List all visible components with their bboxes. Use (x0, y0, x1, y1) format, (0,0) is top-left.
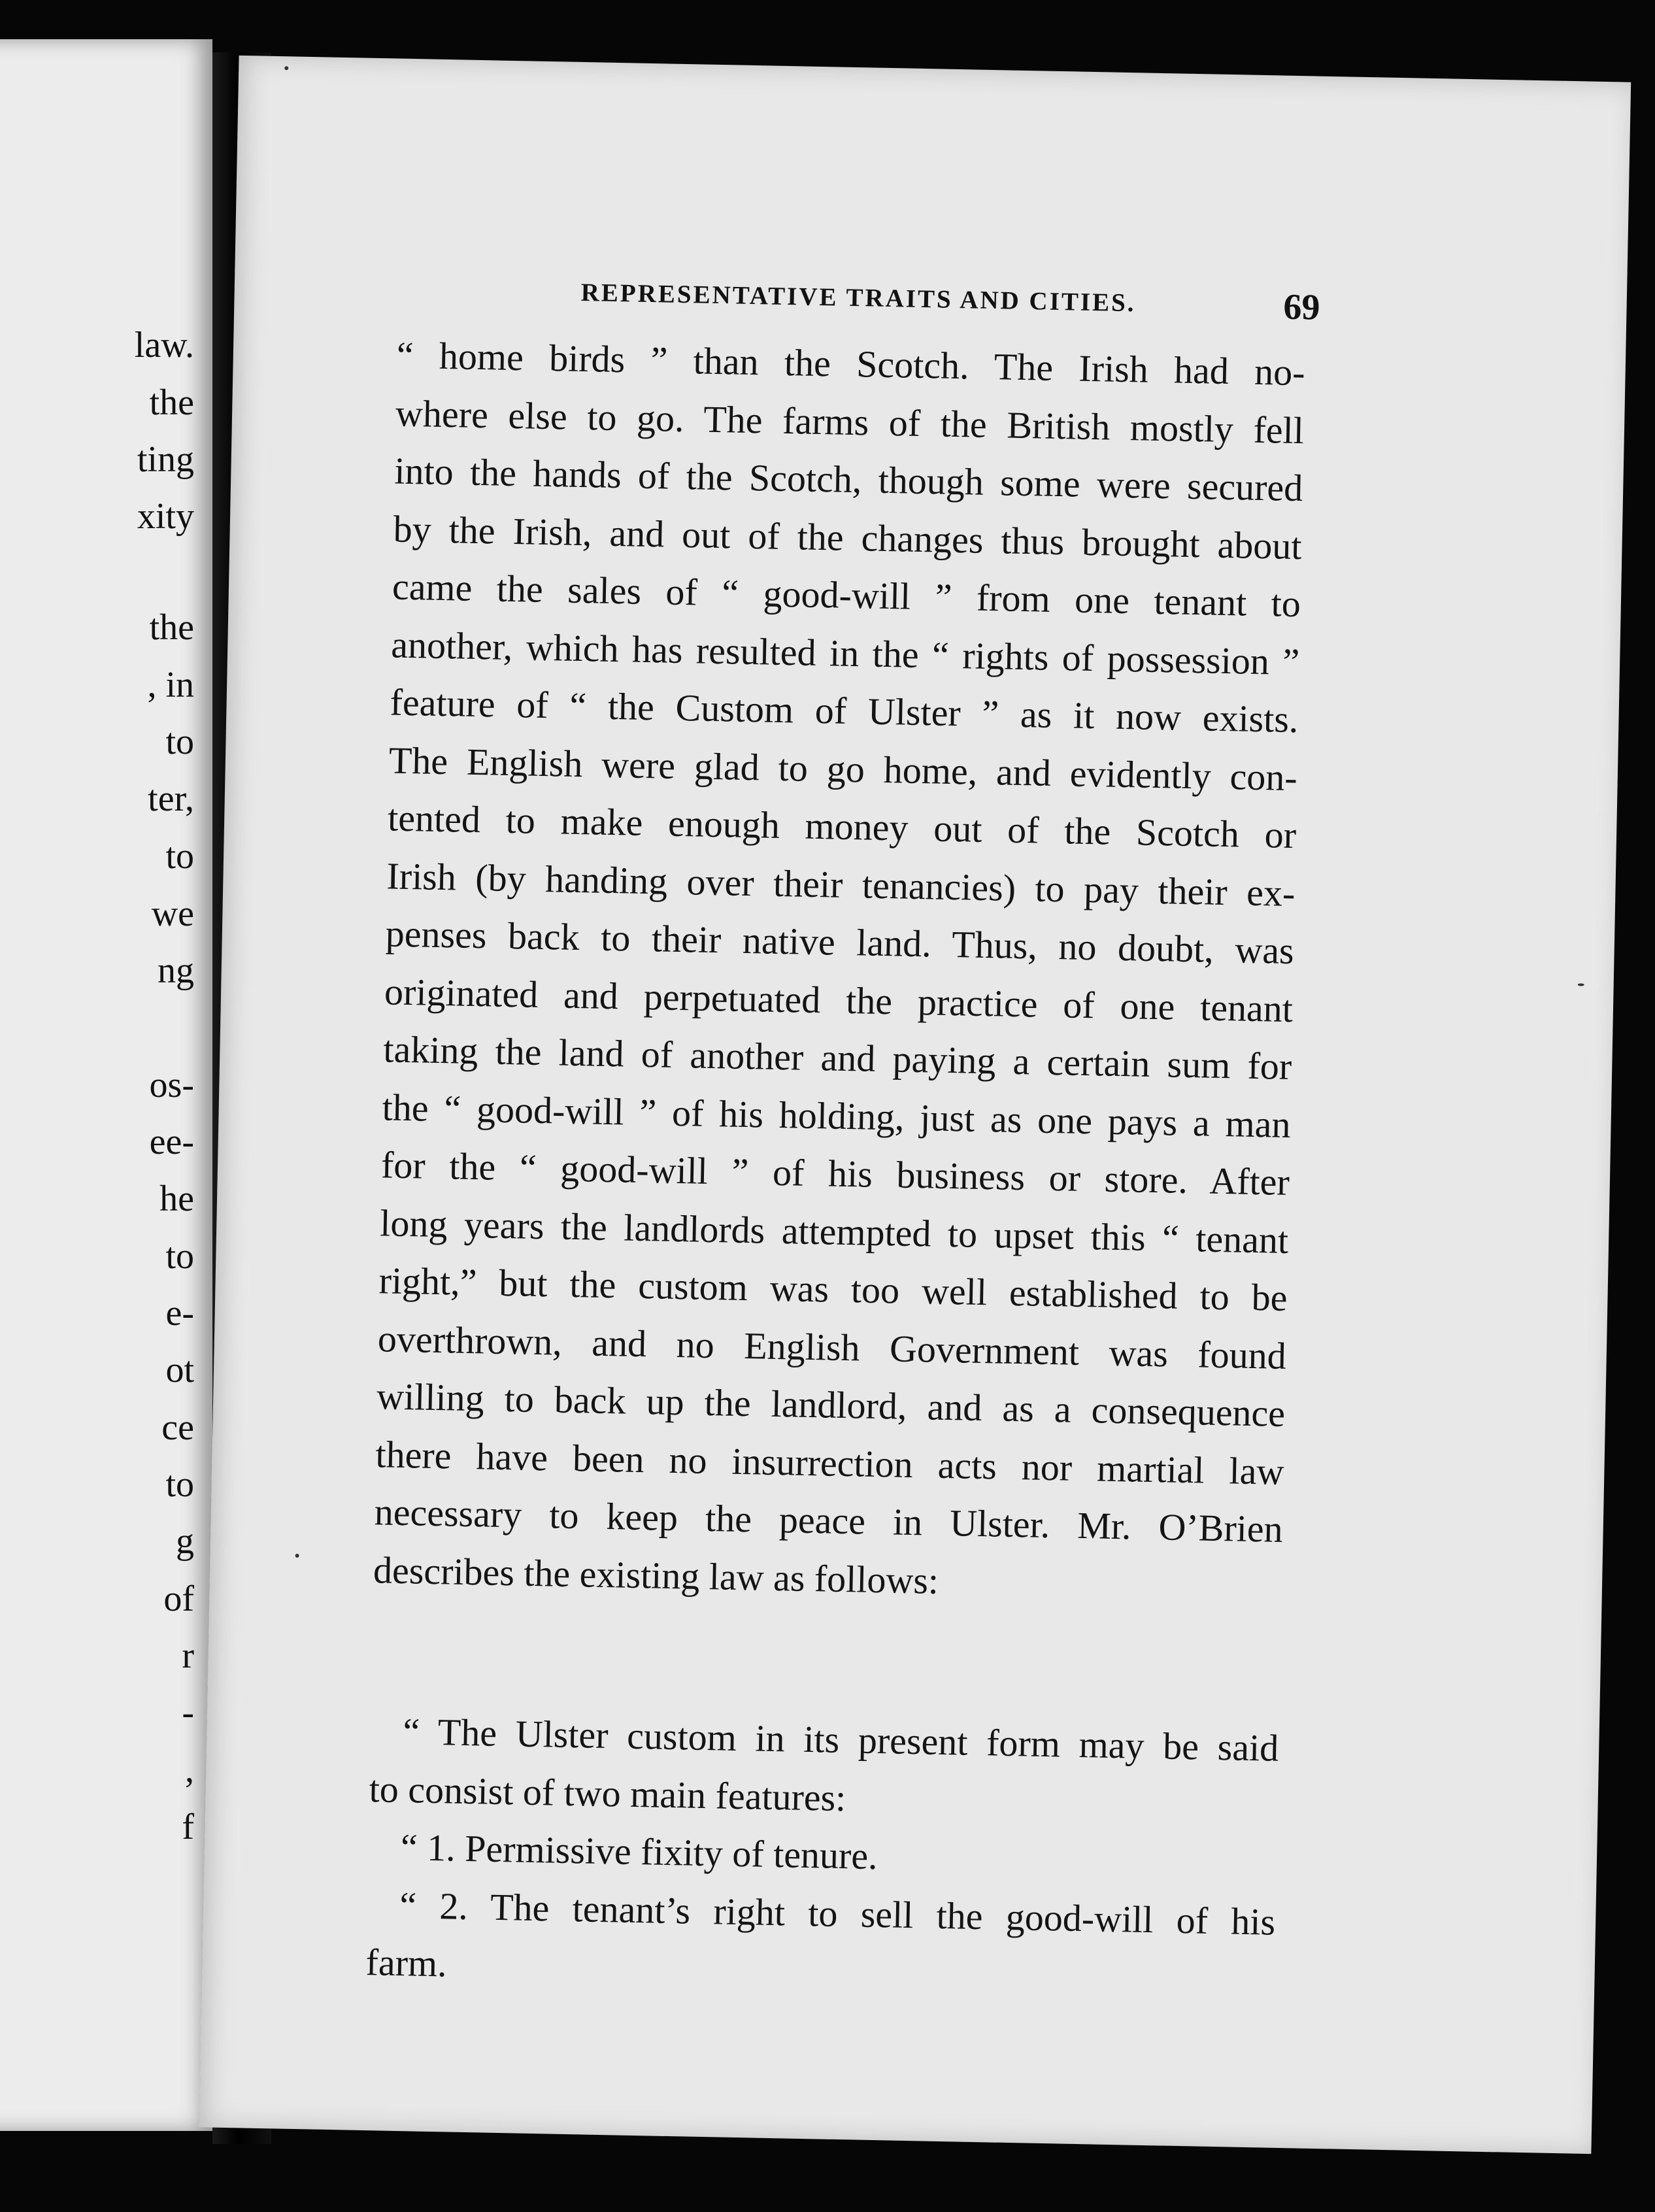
running-title: REPRESENTATIVE TRAITS AND CITIES. (580, 278, 1136, 318)
text-line: originated and perpetuated the practice of one tenant (384, 969, 1294, 1030)
left-page-fragment: xity (137, 496, 194, 537)
text-line: overthrown, and no English Government was found (377, 1316, 1287, 1377)
left-page-fragment: ting (137, 439, 194, 480)
text-line: tented to make enough money out of the Scotch or (387, 796, 1297, 857)
text-line: came the sales of “ good-will ” from one tenant to (392, 565, 1301, 626)
text-line: necessary to keep the peace in Ulster. Mr. O’Brien (374, 1490, 1284, 1550)
quote-line: “ The Ulster custom in its present form may be said (402, 1710, 1279, 1769)
left-page-fragment: the (149, 607, 194, 648)
text-line: The English were glad to go home, and evidently con- (388, 738, 1298, 799)
text-line: willing to back up the landlord, and as a consequence (376, 1375, 1286, 1435)
text-line: another, which has resulted in the “ rights of possession ” (390, 622, 1300, 683)
text-line: penses back to their native land. Thus, no doubt, was (385, 912, 1295, 973)
scan-speck (295, 1554, 299, 1558)
quotation-block (365, 1702, 1279, 2009)
quote-line: “ 1. Permissive fixity of tenure. (400, 1826, 878, 1878)
text-line: right,” but the custom was too well established to be (378, 1259, 1288, 1319)
left-page-fragment: g (176, 1521, 194, 1562)
text-line: the “ good-will ” of his holding, just as one pays a man (382, 1085, 1292, 1146)
quote-line: “ 2. The tenant’s right to sell the good-will of his (399, 1883, 1276, 1943)
quote-line: to consist of two main features: (369, 1767, 846, 1819)
page-number: 69 (1282, 286, 1321, 328)
left-page-fragment: ce (161, 1407, 194, 1448)
left-page-fragment: ter, (148, 779, 194, 819)
left-page-fragment: ng (158, 950, 194, 991)
left-page-fragment: os- (149, 1065, 194, 1105)
left-facing-page (0, 39, 212, 2131)
left-page-fragment: to (165, 836, 194, 877)
text-line: there have been no insurrection acts nor martial law (375, 1432, 1284, 1493)
left-page-fragment: f (182, 1807, 194, 1847)
text-line: taking the land of another and paying a certain sum for (382, 1028, 1292, 1088)
left-page-fragment: he (159, 1179, 194, 1219)
text-line: long years the landlords attempted to upset this “ tenant (379, 1201, 1289, 1262)
left-page-fragment: to (165, 1236, 194, 1277)
text-line: “ home birds ” than the Scotch. The Irish had no- (396, 333, 1306, 394)
text-line: describes the existing law as follows: (373, 1548, 939, 1602)
scan-speck (284, 66, 288, 70)
left-page-fragment: the (149, 382, 194, 423)
text-line: by the Irish, and out of the changes thus brought about (393, 507, 1303, 567)
left-page-fragment: , (185, 1750, 194, 1790)
left-page-fragment: we (151, 894, 194, 934)
left-page-fragment: ot (165, 1350, 194, 1390)
left-page-fragment: of (163, 1579, 194, 1619)
right-page (199, 56, 1631, 2154)
left-page-fragment: - (182, 1692, 194, 1733)
text-line: Irish (by handing over their tenancies) to pay their ex- (386, 854, 1296, 914)
quote-line: farm. (365, 1941, 448, 1985)
text-line: for the “ good-will ” of his business or store. After (380, 1143, 1290, 1204)
left-page-fragment: e- (165, 1293, 194, 1333)
body-paragraph (373, 327, 1305, 1617)
left-page-fragment: to (165, 1464, 194, 1505)
left-page-fragment: to (165, 722, 194, 762)
text-line: where else to go. The farms of the British mostly fell (395, 392, 1305, 452)
left-page-fragment: r (182, 1635, 194, 1676)
left-page-fragment: ee- (149, 1122, 194, 1162)
text-line: feature of “ the Custom of Ulster ” as it now exists. (390, 680, 1299, 741)
left-page-fragment: , in (147, 665, 194, 705)
scan-speck (1578, 983, 1584, 986)
text-line: into the hands of the Scotch, though some were secured (393, 449, 1303, 510)
left-page-fragment: law. (134, 325, 194, 365)
